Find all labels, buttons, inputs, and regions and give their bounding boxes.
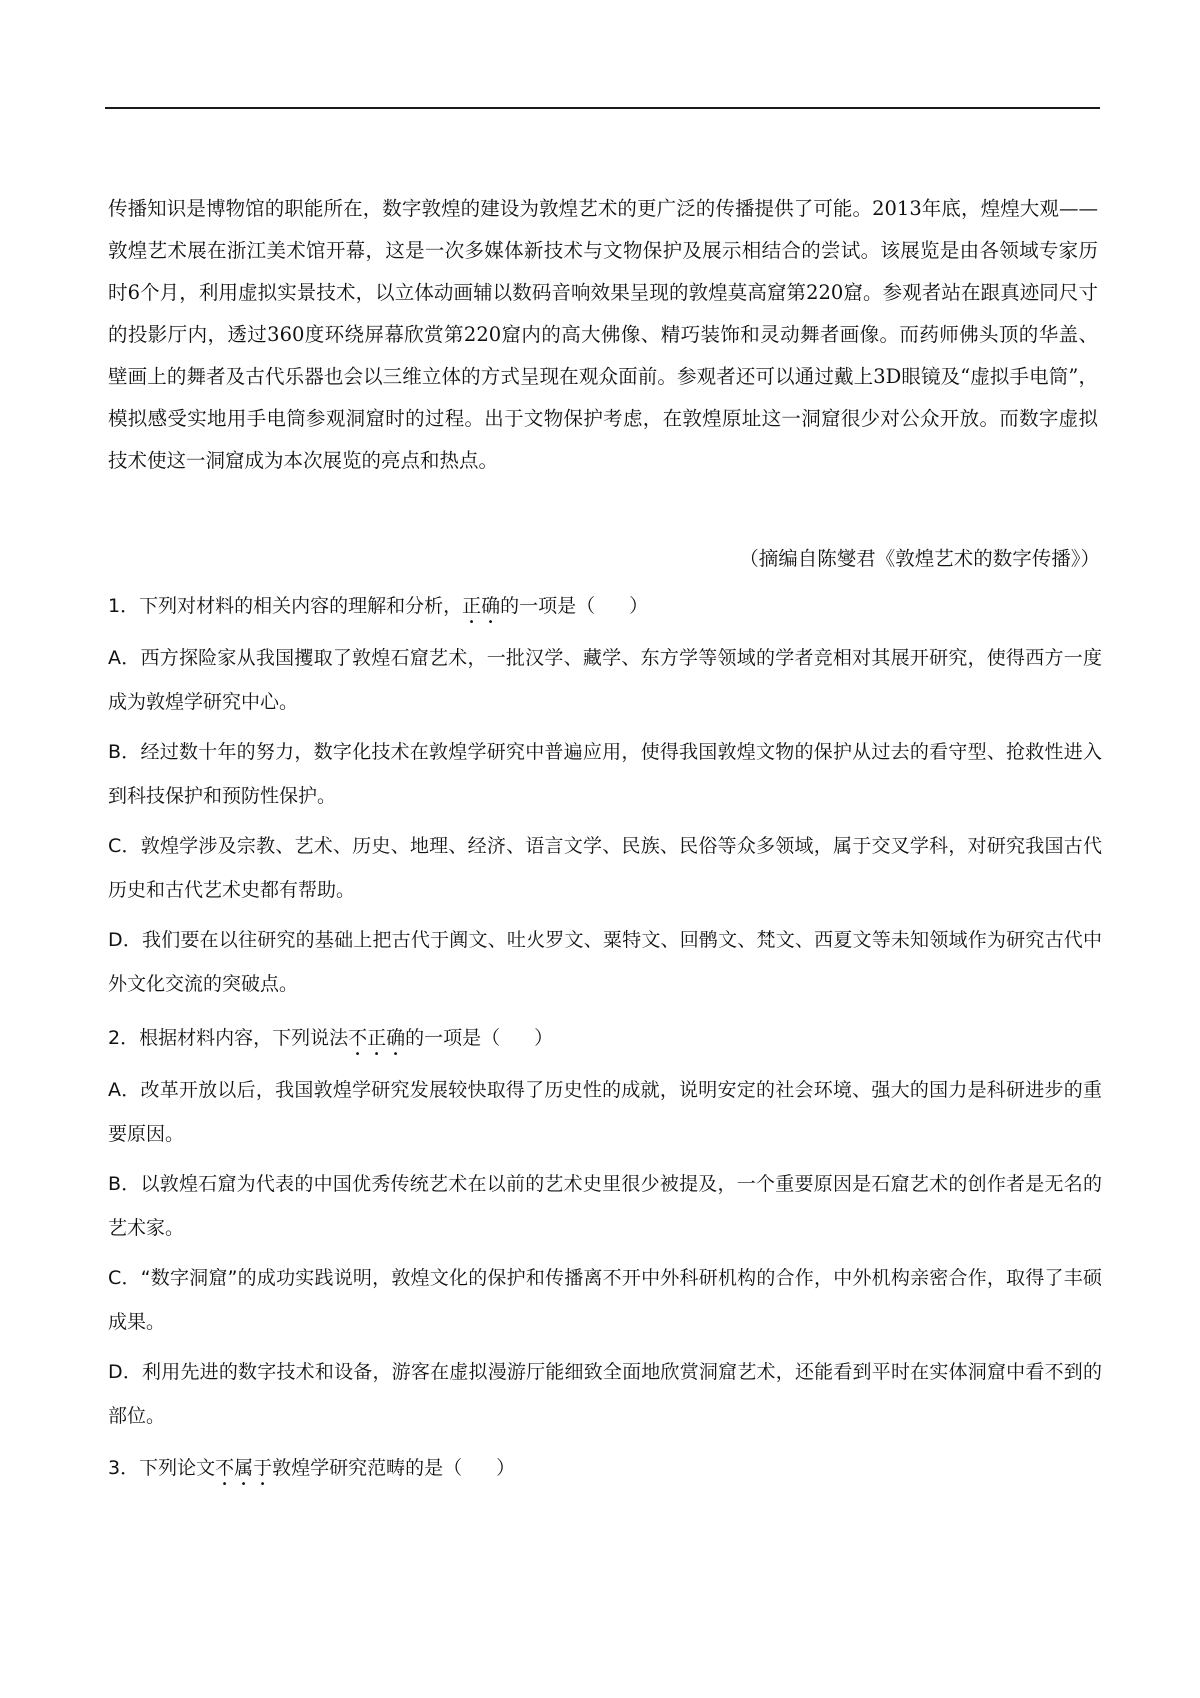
emphasis-mark: 不属于 — [215, 1457, 273, 1479]
question-2-option-c: C．“数字洞窟”的成功实践说明，敦煌文化的保护和传播离不开中外科研机构的合作，中外机构亲密合作，取得了丰硕成果。 — [108, 1267, 1102, 1333]
passage-text: 传播知识是博物馆的职能所在，数字敦煌的建设为敦煌艺术的更广泛的传播提供了可能。2013年底，煌煌大观——敦煌艺术展在浙江美术馆开幕，这是一次多媒体新技术与文物保护及展示相结合的尝试。该展览是由各领域专家历时6个月，利用虚拟实景技术，以立体动画辅以数码音响效果呈现的敦煌莫高窟第220窟。参观者站在跟真迹同尺寸的投影厅内，透过360度环绕屏幕欣赏第220窟内的高大佛像、精巧装饰和灵动舞者画像。而药师佛头顶的华盖、壁画上的舞者及古代乐器也会以三维立体的方式呈现在观众面前。参观者还可以通过戴上3D眼镜及“虚拟手电筒”，模拟感受实地用手电筒参观洞窟时的过程。出于文物保护考虑，在敦煌原址这一洞窟很少对公众开放。而数字虚拟技术使这一洞窟成为本次展览的亮点和热点。 — [108, 197, 1098, 472]
question-2-option-b: B．以敦煌石窟为代表的中国优秀传统艺术在以前的艺术史里很少被提及，一个重要原因是石窟艺术的创作者是无名的艺术家。 — [108, 1173, 1102, 1239]
question-2-stem: 2．根据材料内容，下列说法不正确的一项是（ ） — [108, 1027, 554, 1049]
question-3-stem: 3．下列论文不属于敦煌学研究范畴的是（ ） — [108, 1457, 516, 1479]
question-1 — [108, 584, 1102, 1006]
question-2-option-a: A．改革开放以后，我国敦煌学研究发展较快取得了历史性的成就，说明安定的社会环境、强大的国力是科研进步的重要原因。 — [108, 1079, 1102, 1145]
question-1-option-b: B．经过数十年的努力，数字化技术在敦煌学研究中普遍应用，使得我国敦煌文物的保护从过去的看守型、抢救性进入到科技保护和预防性保护。 — [108, 741, 1102, 807]
emphasis-mark: 不正确 — [348, 1027, 406, 1049]
header-rule — [105, 107, 1100, 109]
question-3 — [108, 1446, 1102, 1490]
question-1-stem: 1．下列对材料的相关内容的理解和分析，正确的一项是（ ） — [108, 595, 649, 617]
question-2-option-d: D．利用先进的数字技术和设备，游客在虚拟漫游厅能细致全面地欣赏洞窟艺术，还能看到平时在实体洞窟中看不到的部位。 — [108, 1361, 1102, 1427]
question-1-option-a: A．西方探险家从我国攫取了敦煌石窟艺术，一批汉学、藏学、东方学等领域的学者竞相对其展开研究，使得西方一度成为敦煌学研究中心。 — [108, 647, 1102, 713]
emphasis-mark: 正确 — [462, 595, 501, 617]
question-1-option-d: D．我们要在以往研究的基础上把古代于阗文、吐火罗文、粟特文、回鹘文、梵文、西夏文等未知领域作为研究古代中外文化交流的突破点。 — [108, 929, 1102, 995]
passage-source: （摘编自陈燮君《敦煌艺术的数字传播》） — [739, 547, 1100, 570]
reading-passage — [108, 188, 1098, 482]
question-2 — [108, 1016, 1102, 1438]
question-1-option-c: C．敦煌学涉及宗教、艺术、历史、地理、经济、语言文学、民族、民俗等众多领域，属于交叉学科，对研究我国古代历史和古代艺术史都有帮助。 — [108, 835, 1102, 901]
